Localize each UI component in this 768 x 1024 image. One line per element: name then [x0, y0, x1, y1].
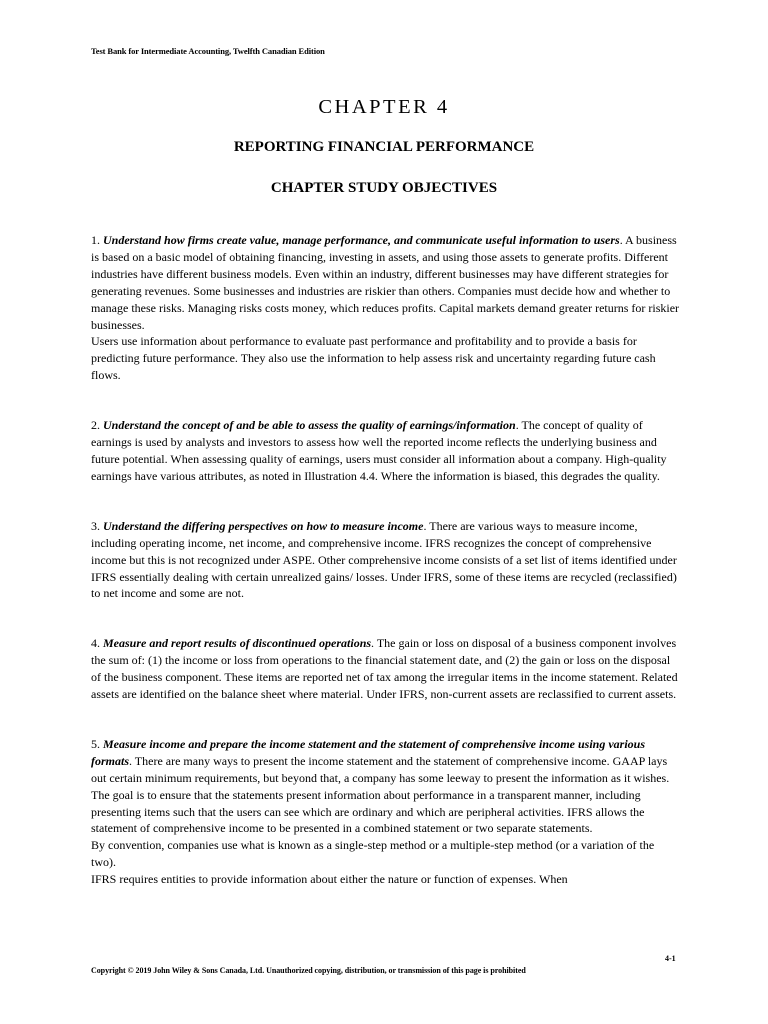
objective-heading: Understand the differing perspectives on how to measure income	[103, 518, 424, 533]
study-objectives	[91, 232, 681, 888]
objective-number: 4.	[91, 636, 100, 651]
objective-body: . A business is based on a basic model of obtaining financing, investing in assets, and using those assets to generate profits. Different industries have different business models. Even within an industry, different businesses may have different strategies for generating revenues. Some businesses and industries are riskier than others. Companies must decide how and whether to manage these risks. Managing risks costs money, which reduces profits. Capital markets demand greater returns for riskier businesses.	[91, 233, 680, 332]
objective-3	[91, 518, 681, 603]
copyright-notice: Copyright © 2019 John Wiley & Sons Canada, Ltd. Unauthorized copying, distribution, or transmission of this page is prohibited	[91, 966, 526, 975]
chapter-title: CHAPTER 4	[318, 96, 450, 118]
objective-heading: Measure and report results of discontinued operations	[103, 636, 372, 651]
objective-heading: Understand how firms create value, manage performance, and communicate useful information to users	[103, 233, 620, 247]
chapter-subtitle: REPORTING FINANCIAL PERFORMANCE	[233, 139, 535, 155]
running-head: Test Bank for Intermediate Accounting, Twelfth Canadian Edition	[91, 46, 325, 56]
objective-continuation: IFRS requires entities to provide information about either the nature or function of expenses. When	[91, 872, 568, 887]
objective-heading: Understand the concept of and be able to assess the quality of earnings/information	[103, 418, 516, 433]
objective-number: 1.	[91, 233, 100, 247]
objective-continuation: By convention, companies use what is known as a single-step method or a multiple-step method (or a variation of the two).	[91, 838, 655, 870]
objective-number: 5.	[91, 736, 100, 751]
objective-5	[91, 736, 681, 888]
objective-number: 3.	[91, 518, 100, 533]
objective-number: 2.	[91, 418, 100, 433]
objective-continuation: Users use information about performance to evaluate past performance and profitability and to provide a basis for predicting future performance. They also use the information to help assess risk and uncertainty regarding future cash flows.	[91, 334, 656, 383]
page-number: 4-1	[665, 954, 676, 963]
section-heading: CHAPTER STUDY OBJECTIVES	[270, 180, 498, 196]
objective-body: . There are many ways to present the income statement and the statement of comprehensive income. GAAP lays out certain minimum requirements, but beyond that, a company has some leeway to present the information as it wishes. The goal is to ensure that the statements present information about performance in a transparent manner, including presenting items such that the users can see which are ordinary and which are peripheral activities. IFRS allows the statement of comprehensive income to be presented in a combined statement or two separate statements.	[91, 753, 670, 836]
objective-2	[91, 417, 681, 485]
objective-body: . The concept of quality of earnings is used by analysts and investors to assess how well the reported income reflects the underlying business and future potential. When assessing quality of earnings, users must consider all information about a company. High-quality earnings have various attributes, as noted in Illustration 4.4. Where the information is biased, this degrades the quality.	[91, 418, 667, 483]
objective-1	[91, 232, 681, 384]
objective-heading: Measure income and prepare the income statement and the statement of comprehensive income using various formats	[91, 736, 645, 768]
objective-body: . There are various ways to measure income, including operating income, net income, and comprehensive income. IFRS recognizes the concept of comprehensive income but this is not recognized under ASPE. Other comprehensive income consists of a set list of items identified under IFRS essentially dealing with certain unrealized gains/ losses. Under IFRS, some of these items are recycled (reclassified) to net income and some are not.	[91, 518, 677, 601]
objective-4	[91, 635, 681, 703]
objective-body: . The gain or loss on disposal of a business component involves the sum of: (1) the income or loss from operations to the financial statement date, and (2) the gain or loss on the disposal of the business component. These items are reported net of tax among the irregular items in the income statement. Related assets are identified on the balance sheet where material. Under IFRS, non-current assets are reclassified to current assets.	[91, 636, 678, 702]
